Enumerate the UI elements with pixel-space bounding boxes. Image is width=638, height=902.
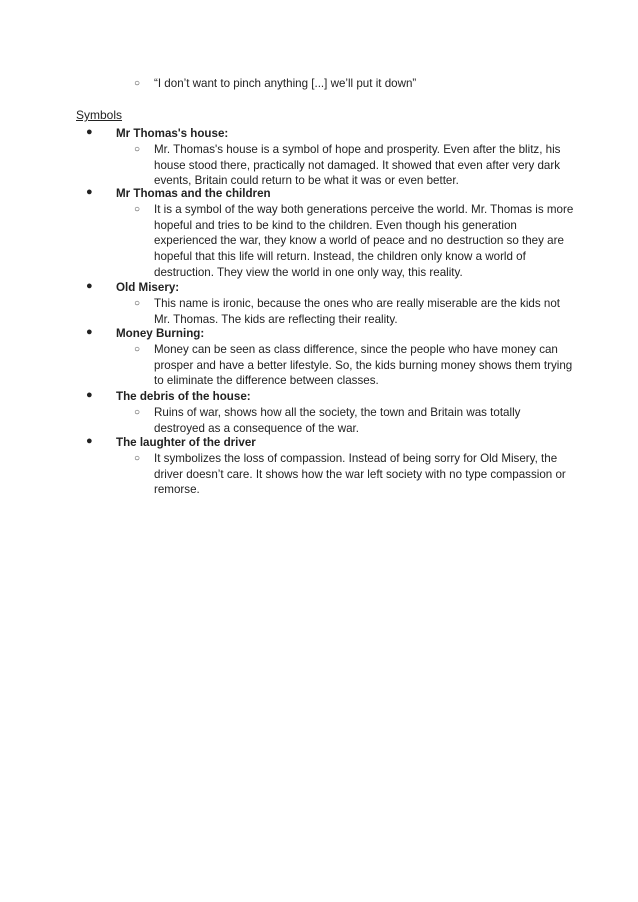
- symbol-description: This name is ironic, because the ones who are really miserable are the kids not Mr. Thomas. The kids are reflecting their reality.: [154, 297, 560, 326]
- hollow-bullet-icon: ○: [134, 344, 141, 355]
- hollow-bullet-icon: ○: [134, 144, 141, 155]
- filled-bullet-icon: ●: [86, 126, 93, 138]
- symbol-label: The laughter of the driver: [116, 436, 256, 449]
- symbol-description: It is a symbol of the way both generations perceive the world. Mr. Thomas is more hopeful and tries to be kind to the children. Even though his generation experienced the war, they know a world of peace and no destruction so they are hopeful that this life will return. Instead, the children only know a world of destruction. They view the world in one only way, this reality.: [154, 203, 574, 279]
- symbols-heading: Symbols: [76, 108, 123, 122]
- symbol-label: Mr Thomas's house:: [116, 127, 229, 140]
- hollow-bullet-icon: ○: [134, 298, 141, 309]
- intro-quote-text: “I don’t want to pinch anything [...] we’ll put it down”: [154, 77, 417, 90]
- symbol-description: Ruins of war, shows how all the society, the town and Britain was totally destroyed as a consequence of the war.: [154, 406, 521, 435]
- hollow-bullet-icon: ○: [134, 78, 141, 89]
- hollow-bullet-icon: ○: [134, 204, 141, 215]
- symbol-description: Money can be seen as class difference, since the people who have money can prosper and have a better lifestyle. So, the kids burning money shows them trying to eliminate the difference between classes.: [154, 343, 573, 388]
- symbol-label: Old Misery:: [116, 281, 180, 294]
- symbol-description: Mr. Thomas's house is a symbol of hope and prosperity. Even after the blitz, his house stood there, practically not damaged. It showed that even after very dark events, Britain could return to be what it was or even better.: [154, 143, 561, 188]
- symbol-label: Money Burning:: [116, 327, 205, 340]
- filled-bullet-icon: ●: [86, 326, 93, 338]
- symbol-description: It symbolizes the loss of compassion. Instead of being sorry for Old Misery, the driver doesn’t care. It shows how the war left society with no type compassion or remorse.: [154, 452, 566, 497]
- filled-bullet-icon: ●: [86, 186, 93, 198]
- filled-bullet-icon: ●: [86, 389, 93, 401]
- filled-bullet-icon: ●: [86, 280, 93, 292]
- symbol-label: The debris of the house:: [116, 390, 251, 403]
- filled-bullet-icon: ●: [86, 435, 93, 447]
- hollow-bullet-icon: ○: [134, 453, 141, 464]
- symbol-label: Mr Thomas and the children: [116, 187, 271, 200]
- hollow-bullet-icon: ○: [134, 407, 141, 418]
